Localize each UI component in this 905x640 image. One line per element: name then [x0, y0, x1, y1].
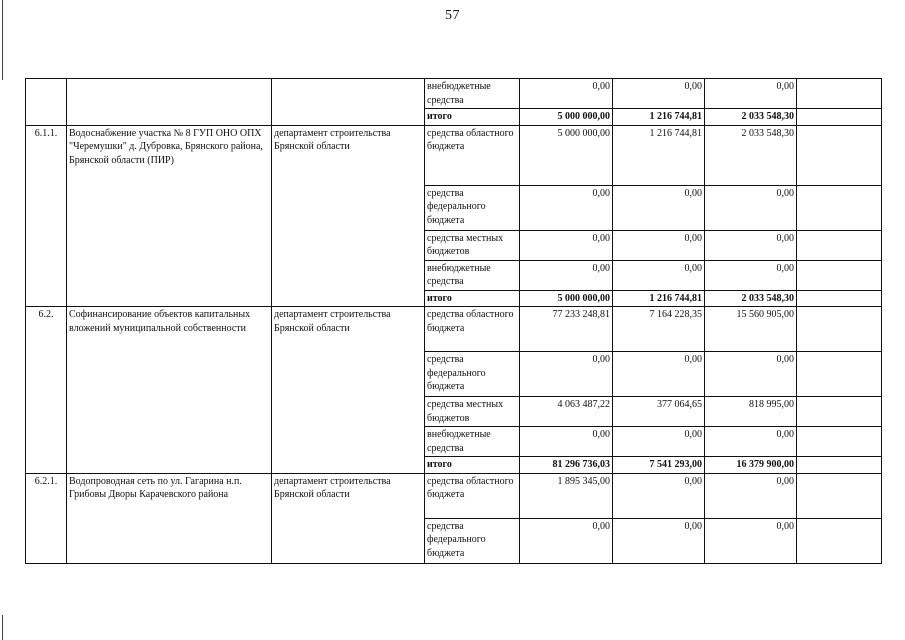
empty-cell — [797, 427, 882, 457]
value-cell: 0,00 — [705, 352, 797, 397]
value-cell: 818 995,00 — [705, 397, 797, 427]
value-cell: 2 033 548,30 — [705, 290, 797, 307]
empty-cell — [797, 518, 882, 563]
empty-cell — [797, 290, 882, 307]
value-cell: 0,00 — [613, 427, 705, 457]
index-cell: 6.2.1. — [26, 473, 67, 563]
value-cell: 0,00 — [520, 79, 613, 109]
value-cell: 0,00 — [613, 185, 705, 230]
value-cell: 0,00 — [705, 427, 797, 457]
value-cell: 0,00 — [613, 518, 705, 563]
value-cell: 0,00 — [705, 230, 797, 260]
source-cell: итого — [425, 109, 520, 126]
value-cell: 5 000 000,00 — [520, 109, 613, 126]
executor-cell: департамент строительства Брянской области — [272, 307, 425, 474]
source-cell: средства местных бюджетов — [425, 397, 520, 427]
empty-cell — [797, 125, 882, 185]
empty-cell — [797, 109, 882, 126]
source-cell: внебюджетные средства — [425, 79, 520, 109]
empty-cell — [797, 230, 882, 260]
index-cell: 6.2. — [26, 307, 67, 474]
value-cell: 0,00 — [613, 230, 705, 260]
table-row — [26, 79, 882, 109]
value-cell: 0,00 — [705, 260, 797, 290]
page-number: 57 — [445, 8, 460, 23]
value-cell: 5 000 000,00 — [520, 290, 613, 307]
value-cell: 0,00 — [613, 473, 705, 518]
executor-cell — [272, 79, 425, 126]
executor-cell: департамент строительства Брянской области — [272, 473, 425, 563]
value-cell: 5 000 000,00 — [520, 125, 613, 185]
empty-cell — [797, 79, 882, 109]
source-cell: средства областного бюджета — [425, 125, 520, 185]
value-cell: 377 064,65 — [613, 397, 705, 427]
empty-cell — [797, 260, 882, 290]
empty-cell — [797, 307, 882, 352]
margin-mark — [2, 615, 3, 640]
value-cell: 16 379 900,00 — [705, 457, 797, 474]
value-cell: 0,00 — [705, 185, 797, 230]
source-cell: средства федерального бюджета — [425, 518, 520, 563]
value-cell: 4 063 487,22 — [520, 397, 613, 427]
value-cell: 0,00 — [613, 260, 705, 290]
empty-cell — [797, 473, 882, 518]
name-cell: Водопроводная сеть по ул. Гагарина н.п. Грибовы Дворы Карачевского района — [67, 473, 272, 563]
value-cell: 0,00 — [613, 352, 705, 397]
name-cell: Софинансирование объектов капитальных вложений муниципальной собственности — [67, 307, 272, 474]
table-row — [26, 473, 882, 518]
value-cell: 81 296 736,03 — [520, 457, 613, 474]
value-cell: 1 895 345,00 — [520, 473, 613, 518]
name-cell — [67, 79, 272, 126]
name-cell: Водоснабжение участка № 8 ГУП ОНО ОПХ "Черемушки" д. Дубровка, Брянского района, Брянской области (ПИР) — [67, 125, 272, 307]
budget-table — [25, 78, 882, 564]
value-cell: 0,00 — [705, 473, 797, 518]
table-row — [26, 307, 882, 352]
index-cell: 6.1.1. — [26, 125, 67, 307]
empty-cell — [797, 352, 882, 397]
source-cell: средства федерального бюджета — [425, 352, 520, 397]
value-cell: 15 560 905,00 — [705, 307, 797, 352]
value-cell: 2 033 548,30 — [705, 109, 797, 126]
value-cell: 0,00 — [705, 79, 797, 109]
value-cell: 0,00 — [520, 230, 613, 260]
empty-cell — [797, 397, 882, 427]
value-cell: 0,00 — [520, 352, 613, 397]
value-cell: 0,00 — [520, 260, 613, 290]
value-cell: 1 216 744,81 — [613, 290, 705, 307]
source-cell: внебюджетные средства — [425, 260, 520, 290]
source-cell: средства местных бюджетов — [425, 230, 520, 260]
value-cell: 0,00 — [613, 79, 705, 109]
value-cell: 7 164 228,35 — [613, 307, 705, 352]
value-cell: 77 233 248,81 — [520, 307, 613, 352]
value-cell: 1 216 744,81 — [613, 109, 705, 126]
executor-cell: департамент строительства Брянской области — [272, 125, 425, 307]
source-cell: средства областного бюджета — [425, 307, 520, 352]
value-cell: 0,00 — [520, 518, 613, 563]
empty-cell — [797, 185, 882, 230]
source-cell: итого — [425, 457, 520, 474]
value-cell: 0,00 — [520, 427, 613, 457]
source-cell: итого — [425, 290, 520, 307]
index-cell — [26, 79, 67, 126]
empty-cell — [797, 457, 882, 474]
value-cell: 0,00 — [705, 518, 797, 563]
table-row — [26, 125, 882, 185]
source-cell: средства областного бюджета — [425, 473, 520, 518]
value-cell: 0,00 — [520, 185, 613, 230]
source-cell: средства федерального бюджета — [425, 185, 520, 230]
value-cell: 2 033 548,30 — [705, 125, 797, 185]
source-cell: внебюджетные средства — [425, 427, 520, 457]
value-cell: 7 541 293,00 — [613, 457, 705, 474]
value-cell: 1 216 744,81 — [613, 125, 705, 185]
